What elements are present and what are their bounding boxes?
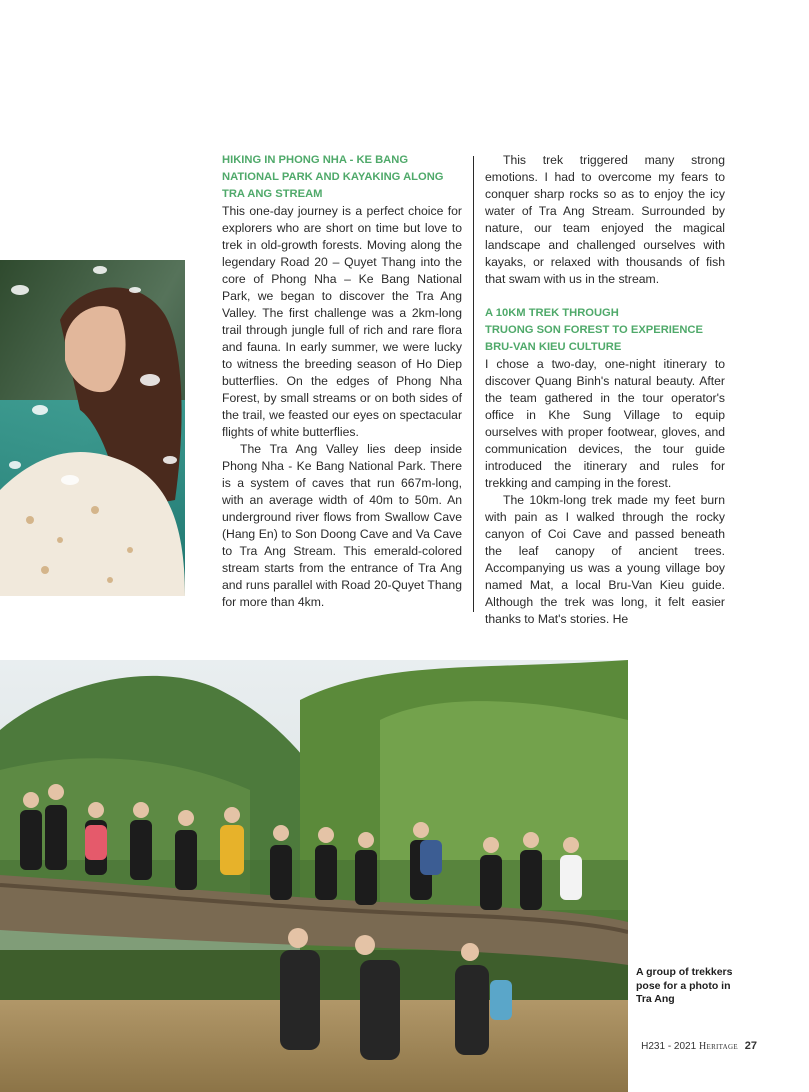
body-paragraph: The Tra Ang Valley lies deep inside Phong Nha - Ke Bang National Park. There is a system of caves that run 667m-long, with an average width of 40m to 50m. An underground river flows from Swallow Cave (Hang En) to Son Doong Cave and Va Cave to Tra Ang Stream. This emerald-colored stream starts from the entrance of Tra Ang and runs parallel with Road 20-Quyet Thang for more than 4km. — [222, 442, 462, 609]
body-paragraph: I chose a two-day, one-night itinerary to discover Quang Binh's natural beauty. After the team gathered in the tour operator's office in Khe Sung Village to equip ourselves with proper footwear, gloves, and communication devices, the tour guide introduced the itinerary and rules for trekking and camping in the forest. — [485, 357, 725, 490]
column-divider — [473, 156, 474, 612]
page-folio — [641, 1040, 757, 1052]
trekkers-group-photo — [0, 660, 628, 1092]
heading-line: NATIONAL PARK AND KAYAKING ALONG — [222, 171, 444, 183]
right-article-column — [485, 152, 725, 628]
issue-number: H231 - 2021 — [641, 1041, 697, 1052]
heading-line: TRA ANG STREAM — [222, 188, 323, 200]
caption-line: A group of trekkers — [636, 966, 733, 978]
body-paragraph: This trek triggered many strong emotions. I had to overcome my fears to conquer sharp rocks so as to enjoy the icy water of Tra Ang Stream. Surrounded by nature, our team enjoyed the magical landscape and challenged ourselves with kayaks, or relaxed with thousands of fish that swam with us in the stream. — [485, 153, 725, 286]
heading-line: TRUONG SON FOREST TO EXPERIENCE — [485, 324, 703, 336]
body-paragraph: This one-day journey is a perfect choice for explorers who are short on time but love to trek in old-growth forests. Moving along the legendary Road 20 – Quyet Thang into the core of Phong Nha – Ke Bang National Park, we began to discover the Tra Ang Valley. The first challenge was a 2km-long trail through jungle full of rich and rare flora and fauna. In early summer, we were lucky to witness the breeding season of Ho Diep butterflies. On the edges of Phong Nha Forest, by small streams or on both sides of the trail, we feasted our eyes on spectacular flights of white butterflies. — [222, 204, 462, 439]
photo-caption — [636, 966, 786, 1007]
body-paragraph: The 10km-long trek made my feet burn with pain as I walked through the rocky canyon of Coi Cave and passed beneath the leaf canopy of ancient trees. Accompanying us was a young village boy named Mat, a local Bru-Van Kieu guide. Although the trek was long, it felt easier thanks to Mat's stories. He — [485, 493, 725, 626]
heading-line: BRU-VAN KIEU CULTURE — [485, 341, 622, 353]
heading-line: A 10KM TREK THROUGH — [485, 307, 619, 319]
section-heading-hiking — [222, 152, 462, 203]
section-heading-trek — [485, 305, 725, 356]
heading-line: HIKING IN PHONG NHA - KE BANG — [222, 154, 409, 166]
butterfly-portrait-photo — [0, 260, 185, 596]
magazine-name: Heritage — [698, 1041, 738, 1052]
left-article-column — [222, 152, 462, 611]
caption-line: Tra Ang — [636, 993, 675, 1005]
page-number: 27 — [744, 1040, 757, 1052]
caption-line: pose for a photo in — [636, 979, 731, 992]
